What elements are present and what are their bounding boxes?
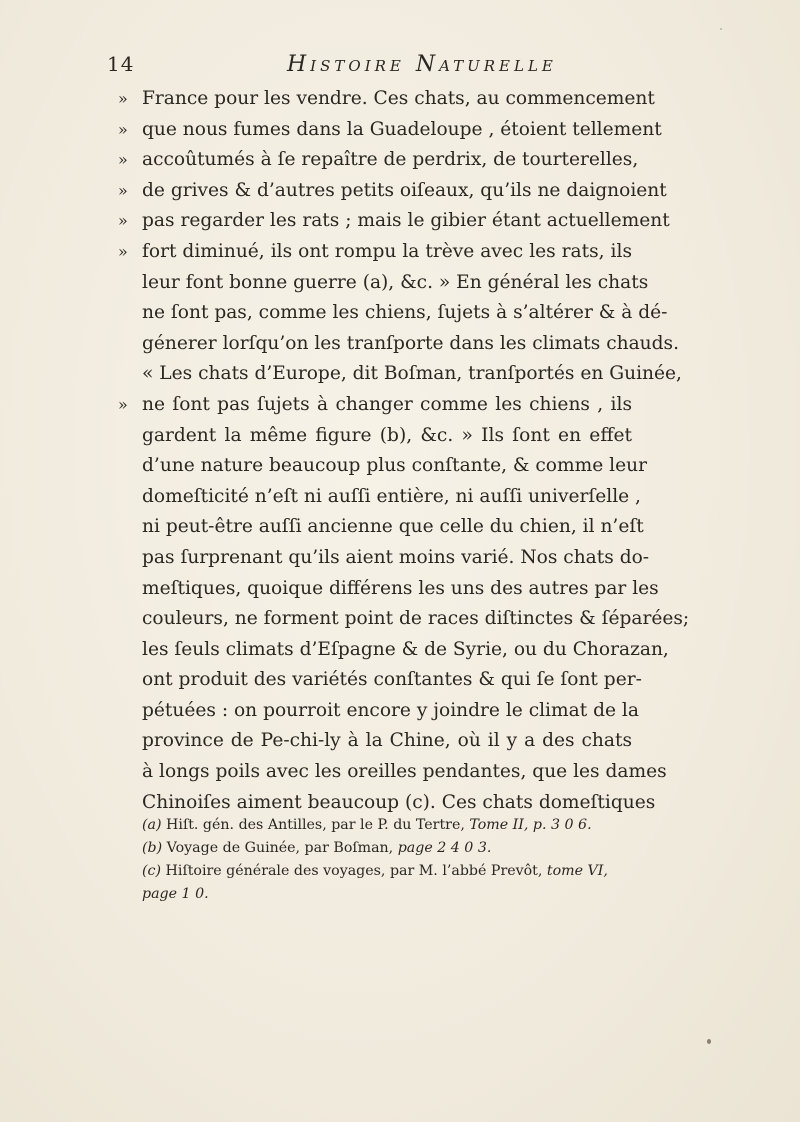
text-line — [142, 635, 669, 666]
text-line — [142, 329, 680, 360]
line-text: ni peut-être auſſi ancienne que celle du chien, il n’eſt — [142, 516, 644, 538]
body-text — [118, 84, 690, 818]
running-title: Histoire Naturelle — [287, 52, 557, 77]
text-line — [142, 421, 632, 452]
quote-mark: » — [118, 89, 128, 108]
footnote-reference: tome VI, — [546, 863, 608, 879]
line-text: France pour les vendre. Ces chats, au commencement — [142, 88, 655, 109]
line-text: ne ſont pas, comme les chiens, ſujets à s’altérer & à dé- — [142, 302, 668, 324]
footnote — [142, 814, 632, 837]
line-text: province de Pe-chi-ly à la Chine, où il y a des chats — [142, 730, 632, 752]
text-line — [142, 757, 667, 788]
text-line — [118, 237, 632, 268]
text-line — [142, 451, 647, 482]
line-text: pas regarder les rats ; mais le gibier étant actuellement — [142, 210, 670, 232]
text-line — [142, 512, 644, 543]
line-text: Chinoiſes aiment beaucoup (c). Ces chats domeſtiques — [142, 791, 656, 813]
text-line — [142, 665, 642, 696]
text-line — [142, 574, 659, 605]
text-line — [118, 115, 662, 146]
footnote-reference: page 1 0. — [142, 886, 209, 902]
line-text: domeſticité n’eſt ni auſſi entière, ni auſſi univerſelle , — [142, 485, 641, 507]
paper-speck — [707, 1039, 711, 1044]
text-line — [142, 604, 690, 635]
line-text: gardent la même figure (b), &c. » Ils ſont en effet — [142, 424, 632, 446]
footnote — [142, 837, 632, 860]
line-text: « Les chats d’Europe, dit Boſman, tranſportés en Guinée, — [142, 363, 682, 385]
text-line — [118, 206, 670, 237]
footnotes — [142, 814, 632, 906]
footnote-reference: Tome II, p. 3 0 6. — [469, 817, 592, 833]
footnote-mark: (a) — [142, 817, 162, 833]
text-line — [142, 726, 632, 757]
footnote-text: Hiſt. gén. des Antilles, par le P. du Tertre, — [166, 817, 465, 833]
footnote-text: Hiſtoire générale des voyages, par M. l’abbé Prevôt, — [165, 863, 543, 879]
line-text: de grives & d’autres petits oiſeaux, qu’ils ne daignoient — [142, 179, 667, 201]
text-line — [142, 543, 650, 574]
text-line — [118, 145, 639, 176]
text-line — [142, 482, 641, 513]
footnote-text: Voyage de Guinée, par Boſman, — [166, 840, 394, 856]
line-text: fort diminué, ils ont rompu la trève avec les rats, ils — [142, 240, 632, 262]
line-text: à longs poils avec les oreilles pendantes, que les dames — [142, 761, 667, 783]
line-text: les ſeuls climats d’Eſpagne & de Syrie, ou du Chorazan, — [142, 638, 669, 660]
quote-mark: » — [118, 394, 128, 414]
text-line — [142, 268, 649, 299]
line-text: d’une nature beaucoup plus conſtante, & comme leur — [142, 455, 647, 477]
text-line — [118, 390, 632, 421]
quote-mark: » — [118, 211, 128, 231]
page-number: 14 — [107, 52, 135, 76]
footnote-reference: page 2 4 0 3. — [397, 840, 492, 856]
line-text: ne ſont pas ſujets à changer comme les chiens , ils — [142, 393, 632, 415]
paper-speck — [720, 28, 722, 30]
text-line — [142, 696, 639, 727]
footnote — [142, 860, 632, 883]
footnote-mark: (c) — [142, 863, 162, 879]
text-line — [118, 176, 667, 207]
quote-mark: » — [118, 241, 128, 261]
line-text: génerer lorſqu’on les tranſporte dans les climats chauds. — [142, 332, 680, 354]
text-line — [142, 298, 668, 329]
line-text: couleurs, ne forment point de races diſtinctes & ſéparées; — [142, 608, 690, 630]
footnote — [142, 883, 632, 906]
text-line — [118, 84, 655, 115]
text-line — [142, 359, 682, 390]
line-text: meſtiques, quoique différens les uns des autres par les — [142, 577, 659, 599]
quote-mark: » — [118, 180, 128, 200]
line-text: ont produit des variétés conſtantes & qui ſe ſont per- — [142, 669, 642, 691]
quote-mark: » — [118, 119, 128, 139]
line-text: leur font bonne guerre (a), &c. » En général les chats — [142, 271, 649, 293]
line-text: pas ſurprenant qu’ils aient moins varié. Nos chats do- — [142, 546, 650, 568]
line-text: pétuées : on pourroit encore y joindre le climat de la — [142, 699, 639, 721]
line-text: que nous fumes dans la Guadeloupe , étoient tellement — [142, 118, 662, 140]
line-text: accoûtumés à ſe repaître de perdrix, de tourterelles, — [142, 149, 639, 171]
quote-mark: » — [118, 150, 128, 170]
footnote-mark: (b) — [142, 840, 163, 856]
